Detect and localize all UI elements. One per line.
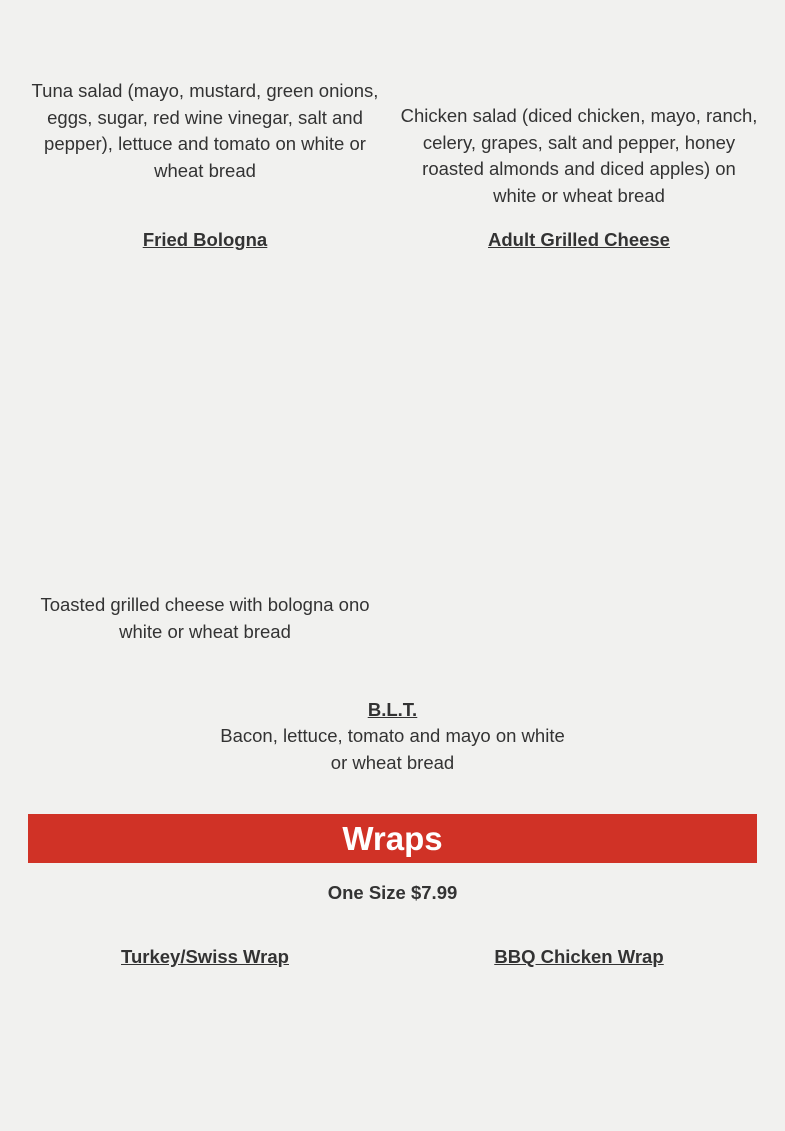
bbq-chicken-wrap-link[interactable]: BBQ Chicken Wrap — [494, 946, 664, 967]
fried-bologna-title — [28, 227, 382, 253]
chicken-salad-description: Chicken salad (diced chicken, mayo, ranch, celery, grapes, salt and pepper, honey roasted almonds and diced apples) on white or wheat bread — [400, 105, 758, 206]
adult-grilled-cheese-title — [400, 227, 758, 253]
fried-bologna-description: Toasted grilled cheese with bologna ono white or wheat bread — [40, 594, 370, 642]
wraps-price-note: One Size $7.99 — [327, 882, 458, 903]
fried-bologna-link[interactable]: Fried Bologna — [142, 229, 268, 250]
adult-grilled-cheese-link[interactable]: Adult Grilled Cheese — [488, 229, 670, 250]
blt-description: Bacon, lettuce, tomato and mayo on white or wheat bread — [220, 725, 565, 773]
turkey-swiss-wrap-link[interactable]: Turkey/Swiss Wrap — [121, 946, 289, 967]
turkey-swiss-wrap-title — [28, 944, 382, 970]
wraps-section-banner: Wraps — [28, 814, 757, 863]
bbq-chicken-wrap-title — [400, 944, 758, 970]
tuna-salad-description: Tuna salad (mayo, mustard, green onions, eggs, sugar, red wine vinegar, salt and pepper), lettuce and tomato on white or wheat bread — [31, 80, 379, 181]
blt-link[interactable]: B.L.T. — [367, 699, 418, 720]
blt-title — [28, 697, 757, 723]
